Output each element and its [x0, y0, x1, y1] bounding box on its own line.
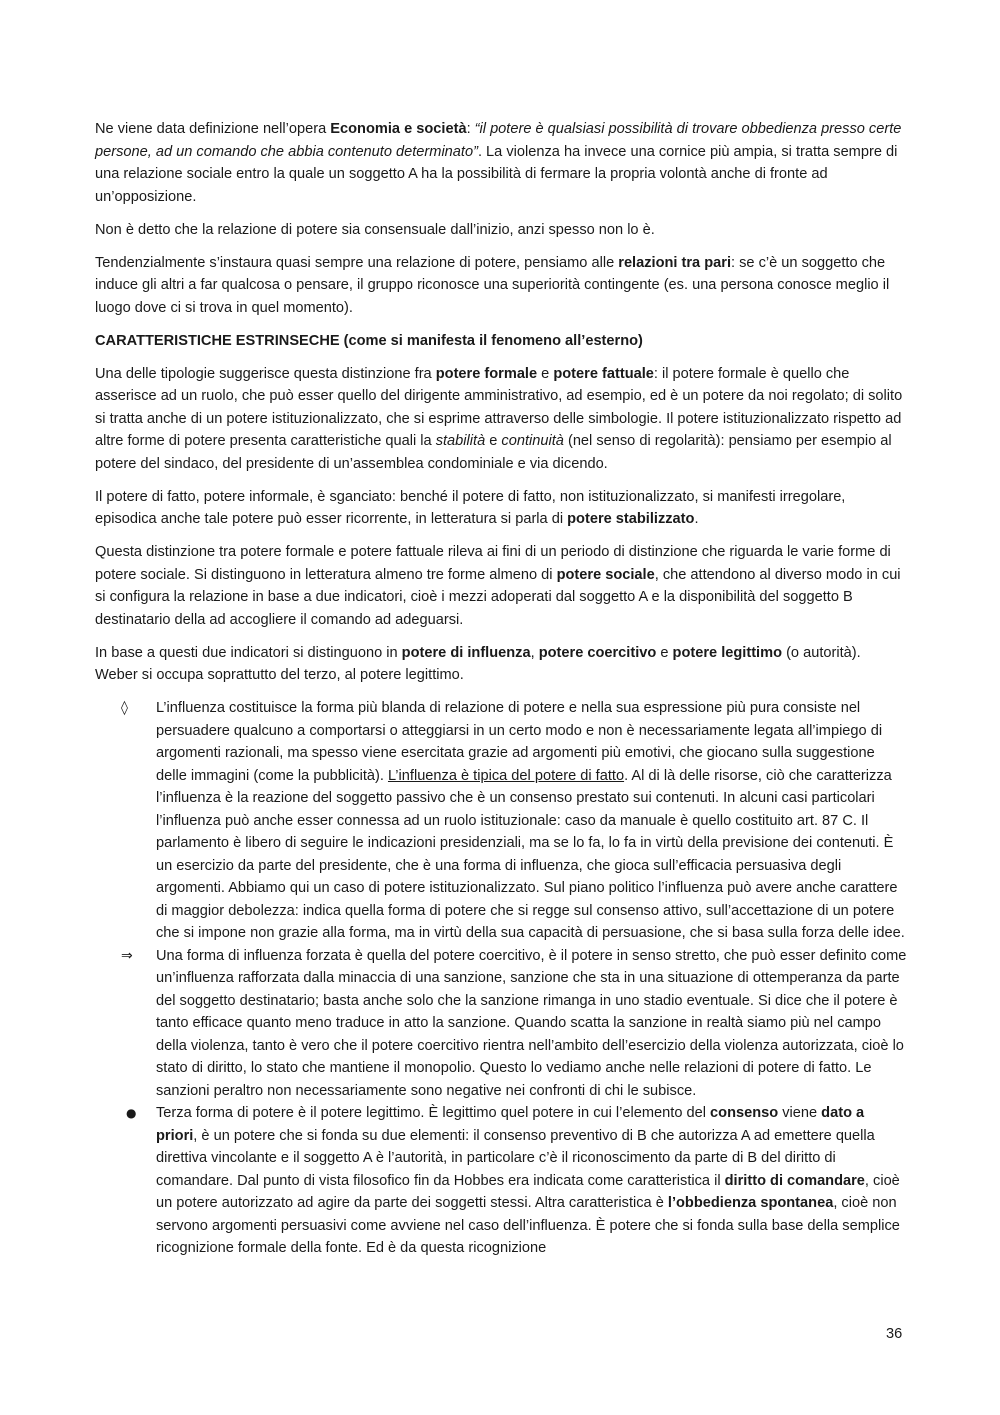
- text-run: :: [466, 121, 475, 137]
- list-item-text: [156, 1105, 900, 1256]
- paragraph-weber-definition: [95, 118, 907, 208]
- page-number: 36: [886, 1326, 903, 1342]
- list-item-text: [156, 700, 905, 941]
- text-run: : il potere formale è quello che asserisce ad un ruolo, che può esser quello del dirigente amministrativo, ad esempio, ed è un potere da noi regolato; di solito si tratta anche di un potere istituzionalizzato, che si esprime attraverso delle simbologie. Il potere istituzionalizzato rispetto ad altre forme di potere presenta caratteristiche quali la: [95, 365, 903, 449]
- paragraph-formal-vs-factual: [95, 363, 907, 476]
- double-arrow-right-icon: ⇒: [121, 947, 133, 964]
- text-run: Ne viene data definizione nell’opera: [95, 121, 331, 137]
- text-run: , cioè non servono argomenti persuasivi come avviene nel caso dell’influenza. È potere che si fonda sulla base della semplice ricognizione formale della fonte. Ed è da questa ricognizione: [156, 1195, 900, 1256]
- italic-text: continuità: [501, 433, 564, 449]
- bold-text: potere fattuale: [553, 365, 654, 382]
- paragraph-consensual: [95, 219, 907, 242]
- text-run: In base a questi due indicatori si distinguono in: [95, 644, 402, 661]
- paragraph-informal-power: [95, 486, 907, 531]
- bullet-dot-icon: ●: [126, 1106, 137, 1120]
- italic-text: stabilità: [435, 433, 486, 449]
- text-run: . La violenza ha invece una cornice più ampia, si tratta sempre di una relazione sociale entro la quale un soggetto A ha la possibilità di fermare la propria volontà anche di fronte ad un’opposizione.: [95, 143, 898, 205]
- bold-text: consenso: [710, 1105, 779, 1121]
- text-run: Una delle tipologie suggerisce questa distinzione fra: [95, 365, 436, 382]
- bold-text: potere sociale: [556, 566, 655, 583]
- text-run: Tendenzialmente s’instaura quasi sempre una relazione di potere, pensiamo alle: [95, 254, 619, 271]
- lozenge-icon: ◊: [121, 700, 128, 716]
- list-item-coercive: [95, 945, 907, 1103]
- text-run: (nel senso di regolarità): pensiamo per esempio al potere del sindaco, del presidente di un’assemblea condominiale e via dicendo.: [95, 433, 892, 472]
- bold-text: l’obbedienza spontanea: [667, 1195, 834, 1211]
- text-run: , è un potere che si fonda su due elementi: il consenso preventivo di B che autorizza A ad emettere quella direttiva vincolante e il soggetto A è l’autorità, in particolare c’è il riconoscimento da parte di B del diritto di comandare. Dal punto di vista filosofico fin da Hobbes era indicata come caratteristica il: [156, 1127, 875, 1189]
- text-run: : se c’è un soggetto che induce gli altri a far qualcosa o pensare, il gruppo riconosce una superiorità contingente (es. una persona conosce meglio il luogo dove ci si trova in quel momento).: [95, 254, 890, 316]
- paragraph-social-power: [95, 541, 907, 631]
- paragraph-peer-relations: [95, 252, 907, 320]
- bold-text: CARATTERISTICHE ESTRINSECHE (come si manifesta il fenomeno all’esterno): [95, 332, 643, 349]
- text-run: Terza forma di potere è il potere legittimo. È legittimo quel potere in cui l’elemento del: [156, 1105, 711, 1121]
- text-run: ,: [530, 644, 539, 661]
- bold-text: Economia e società: [330, 121, 467, 137]
- underlined-text: L’influenza è tipica del potere di fatto: [387, 767, 625, 784]
- bold-text: potere formale: [435, 365, 538, 382]
- power-forms-list: [95, 697, 907, 1260]
- text-run: e: [537, 365, 554, 382]
- page-body: [95, 118, 907, 1260]
- bold-text: dato a priori: [156, 1105, 865, 1144]
- section-heading: [95, 330, 907, 353]
- text-run: Una forma di influenza forzata è quella del potere coercitivo, è il potere in senso stretto, che può esser definito come un’influenza rafforzata dalla minaccia di una sanzione, sanzione che sta in una situazione di ottemperanza da parte del soggetto destinatario; basta anche solo che la sanzione rimanga in uno stadio eventuale. Si dice che il potere è tanto efficace quanto meno traduce in atto la sanzione. Quando scatta la sanzione in realtà siamo più nel campo della violenza, tanto è vero che il potere coercitivo rientra nell’ambito dell’esercizio della violenza autorizzata, cioè lo stato di diritto, lo stato che mantiene il monopolio. Questo lo vediamo anche nelle relazioni di potere di fatto. Le sanzioni peraltro non necessariamente sono negative nei confronti di chi le subisce.: [156, 947, 907, 1099]
- bold-text: diritto di comandare: [724, 1172, 865, 1189]
- bold-text: potere coercitivo: [538, 644, 657, 661]
- bold-text: potere di influenza: [401, 644, 531, 661]
- italic-text: “il potere è qualsiasi possibilità di trovare obbedienza presso certe persone, ad un comando che abbia contenuto determinato”: [95, 121, 902, 160]
- list-item-legitimate: [95, 1102, 907, 1260]
- text-run: Questa distinzione tra potere formale e potere fattuale rileva ai fini di un periodo di distinzione che riguarda le varie forme di potere sociale. Si distinguono in letteratura almeno tre forme almeno di: [95, 544, 891, 583]
- text-run: viene: [778, 1105, 822, 1121]
- text-run: Non è detto che la relazione di potere sia consensuale dall’inizio, anzi spesso non lo è.: [95, 221, 655, 238]
- list-item-text: [156, 948, 906, 1099]
- text-run: , che attendono al diverso modo in cui si configura la relazione in base a due indicatori, cioè i mezzi adoperati dal soggetto A e la disponibilità del soggetto B destinatario della ad accogliere il comando ad adeguarsi.: [95, 566, 901, 628]
- text-run: .: [694, 511, 699, 527]
- text-run: . Al di là delle risorse, ciò che caratterizza l’influenza è la reazione del soggetto passivo che è un consenso prestato sui contenuti. In alcuni casi particolari l’influenza può anche esser connessa ad un ruolo istituzionale: caso da manuale è quello costituito art. 87 C. Il parlamento è libero di seguire le indicazioni presidenziali, ma se lo fa, lo fa in virtù della previsione dei contenuti. È un esercizio da parte del presidente, che è una forma di influenza, che gioca sull’efficacia persuasiva degli argomenti. Abbiamo qui un caso di potere istituzionalizzato. Sul piano politico l’influenza può avere anche carattere di maggior debolezza: indica quella forma di potere che si regge sul consenso attivo, sull’accettazione di un potere che si impone non grazie alla forma, ma in virtù della sua capacità di persuasione, che si basa sulla forza delle idee.: [156, 767, 905, 941]
- text-run: (o autorità). Weber si occupa soprattutto del terzo, al potere legittimo.: [95, 644, 861, 683]
- text-run: L’influenza costituisce la forma più blanda di relazione di potere e nella sua espressione più pura consiste nel persuadere qualcuno a comportarsi o atteggiarsi in un certo modo e non è necessariamente legata all’impiego di argomenti razionali, ma spesso viene esercitata grazie ad argomenti più emotivi, che giocano sulla suggestione delle immagini (come la pubblicità).: [156, 700, 883, 784]
- bold-text: relazioni tra pari: [618, 254, 731, 271]
- bold-text: potere stabilizzato: [567, 511, 695, 527]
- bold-text: potere legittimo: [672, 644, 783, 661]
- text-run: , cioè un potere autorizzato ad agire da parte dei soggetti stessi. Altra caratteristica è: [156, 1172, 900, 1211]
- text-run: e: [485, 433, 502, 449]
- text-run: e: [656, 644, 673, 661]
- text-run: Il potere di fatto, potere informale, è sganciato: benché il potere di fatto, non istituzionalizzato, si manifesti irregolare, episodica anche tale potere può esser ricorrente, in letteratura si parla di: [95, 488, 846, 527]
- paragraph-three-forms: [95, 642, 907, 687]
- list-item-influence: [95, 697, 907, 945]
